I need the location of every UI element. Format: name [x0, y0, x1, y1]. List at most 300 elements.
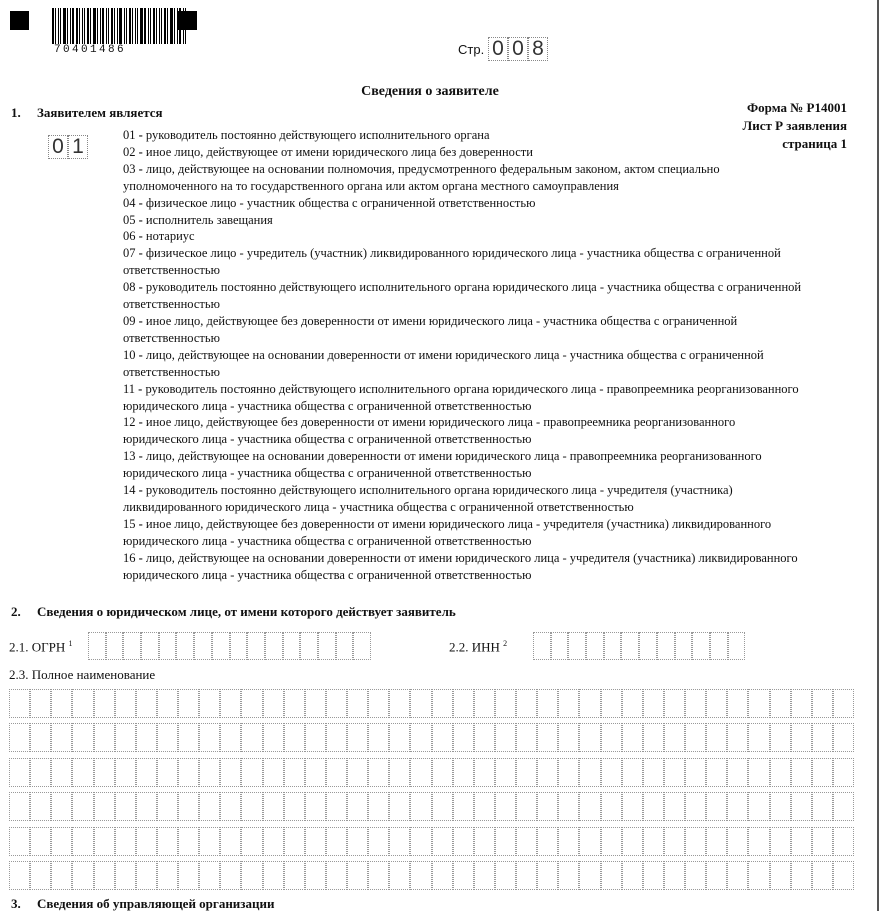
char-cell[interactable] — [706, 792, 727, 821]
char-cell[interactable] — [833, 827, 854, 856]
char-cell[interactable] — [263, 758, 284, 787]
char-cell[interactable] — [157, 689, 178, 718]
char-cell[interactable] — [220, 689, 241, 718]
char-cell[interactable] — [579, 723, 600, 752]
char-cell[interactable] — [347, 689, 368, 718]
char-cell[interactable] — [791, 827, 812, 856]
char-cell[interactable] — [368, 792, 389, 821]
char-cell[interactable] — [453, 827, 474, 856]
char-cell[interactable] — [812, 723, 833, 752]
char-cell[interactable] — [51, 723, 72, 752]
option-code: 12 — [123, 415, 136, 430]
char-cell[interactable] — [791, 689, 812, 718]
char-cell[interactable] — [833, 792, 854, 821]
char-cell[interactable] — [812, 792, 833, 821]
char-cell[interactable] — [692, 632, 710, 660]
char-cell[interactable] — [305, 861, 326, 890]
char-cell[interactable] — [9, 689, 30, 718]
char-cell[interactable] — [664, 861, 685, 890]
char-cell[interactable] — [685, 723, 706, 752]
char-cell[interactable] — [706, 689, 727, 718]
char-cell[interactable] — [178, 758, 199, 787]
char-cell[interactable] — [199, 758, 220, 787]
char-cell[interactable] — [727, 827, 748, 856]
char-cell[interactable] — [664, 723, 685, 752]
char-cell[interactable] — [326, 689, 347, 718]
char-cell[interactable] — [368, 723, 389, 752]
page-digit[interactable]: 8 — [528, 37, 548, 61]
barcode-bar — [93, 8, 96, 44]
char-cell[interactable] — [141, 632, 159, 660]
char-cell[interactable] — [579, 861, 600, 890]
inn-input[interactable] — [533, 632, 745, 660]
char-cell[interactable] — [537, 861, 558, 890]
char-cell[interactable] — [178, 792, 199, 821]
char-cell[interactable] — [157, 861, 178, 890]
char-cell[interactable] — [389, 689, 410, 718]
char-cell[interactable] — [220, 723, 241, 752]
char-cell[interactable] — [199, 689, 220, 718]
char-cell[interactable] — [94, 758, 115, 787]
char-cell[interactable] — [178, 689, 199, 718]
char-cell[interactable] — [622, 827, 643, 856]
char-cell[interactable] — [664, 792, 685, 821]
char-cell[interactable] — [136, 689, 157, 718]
char-cell[interactable] — [326, 861, 347, 890]
char-cell[interactable] — [72, 758, 93, 787]
char-cell[interactable] — [410, 827, 431, 856]
char-cell[interactable] — [621, 632, 639, 660]
char-cell[interactable] — [579, 827, 600, 856]
char-cell[interactable] — [537, 689, 558, 718]
char-cell[interactable] — [30, 827, 51, 856]
char-cell[interactable] — [157, 792, 178, 821]
char-cell[interactable] — [368, 861, 389, 890]
char-cell[interactable] — [727, 689, 748, 718]
char-cell[interactable] — [368, 827, 389, 856]
char-cell[interactable] — [579, 758, 600, 787]
char-cell[interactable] — [72, 861, 93, 890]
char-cell[interactable] — [353, 632, 371, 660]
char-cell[interactable] — [770, 827, 791, 856]
char-cell[interactable] — [115, 861, 136, 890]
char-cell[interactable] — [812, 861, 833, 890]
char-cell[interactable] — [220, 827, 241, 856]
char-cell[interactable] — [72, 723, 93, 752]
char-cell[interactable] — [159, 632, 177, 660]
char-cell[interactable] — [115, 827, 136, 856]
barcode-bar — [63, 8, 66, 44]
char-cell[interactable] — [263, 792, 284, 821]
char-cell[interactable] — [453, 792, 474, 821]
char-cell[interactable] — [157, 758, 178, 787]
char-cell[interactable] — [601, 792, 622, 821]
char-cell[interactable] — [706, 861, 727, 890]
char-cell[interactable] — [474, 758, 495, 787]
char-cell[interactable] — [368, 758, 389, 787]
char-cell[interactable] — [263, 861, 284, 890]
applicant-option: 14 - руководитель постоянно действующего исполнительного органа юридического лица - учредителя (участника) ликвидированного юридического лица - участника общества с ограниченной ответственностью — [123, 483, 733, 514]
char-cell[interactable] — [115, 792, 136, 821]
char-cell[interactable] — [178, 827, 199, 856]
char-cell[interactable] — [685, 758, 706, 787]
char-cell[interactable] — [265, 632, 283, 660]
char-cell[interactable] — [474, 861, 495, 890]
full-name-input[interactable] — [9, 689, 854, 895]
form-number: Форма № Р14001 — [747, 100, 847, 115]
char-cell[interactable] — [389, 758, 410, 787]
char-cell[interactable] — [115, 758, 136, 787]
char-cell[interactable] — [537, 827, 558, 856]
char-cell[interactable] — [9, 758, 30, 787]
char-cell[interactable] — [94, 827, 115, 856]
char-cell[interactable] — [604, 632, 622, 660]
char-cell[interactable] — [220, 861, 241, 890]
char-cell[interactable] — [812, 827, 833, 856]
char-cell[interactable] — [241, 723, 262, 752]
section-number: 3. — [11, 896, 21, 911]
char-cell[interactable] — [9, 827, 30, 856]
char-cell[interactable] — [685, 827, 706, 856]
char-cell[interactable] — [389, 827, 410, 856]
char-cell[interactable] — [601, 827, 622, 856]
name-line[interactable] — [9, 758, 854, 787]
barcode-bar — [102, 8, 104, 44]
char-cell[interactable] — [410, 723, 431, 752]
char-cell[interactable] — [516, 758, 537, 787]
char-cell[interactable] — [558, 827, 579, 856]
char-cell[interactable] — [199, 792, 220, 821]
char-cell[interactable] — [241, 861, 262, 890]
char-cell[interactable] — [685, 689, 706, 718]
char-cell[interactable] — [336, 632, 354, 660]
char-cell[interactable] — [601, 861, 622, 890]
char-cell[interactable] — [194, 632, 212, 660]
char-cell[interactable] — [94, 689, 115, 718]
char-cell[interactable] — [115, 723, 136, 752]
option-text: физическое лицо - участник общества с ограниченной ответственностью — [145, 195, 536, 210]
char-cell[interactable] — [643, 792, 664, 821]
char-cell[interactable] — [748, 758, 769, 787]
char-cell[interactable] — [643, 861, 664, 890]
char-cell[interactable] — [199, 827, 220, 856]
char-cell[interactable] — [347, 827, 368, 856]
char-cell[interactable] — [727, 723, 748, 752]
char-cell[interactable] — [284, 861, 305, 890]
char-cell[interactable] — [51, 827, 72, 856]
char-cell[interactable] — [685, 792, 706, 821]
char-cell[interactable] — [410, 689, 431, 718]
char-cell[interactable] — [241, 689, 262, 718]
char-cell[interactable] — [157, 723, 178, 752]
char-cell[interactable] — [199, 723, 220, 752]
char-cell[interactable] — [199, 861, 220, 890]
char-cell[interactable] — [305, 792, 326, 821]
char-cell[interactable] — [88, 632, 106, 660]
page-number-field[interactable] — [488, 37, 548, 61]
char-cell[interactable] — [263, 723, 284, 752]
char-cell[interactable] — [220, 792, 241, 821]
char-cell[interactable] — [833, 861, 854, 890]
char-cell[interactable] — [710, 632, 728, 660]
char-cell[interactable] — [643, 723, 664, 752]
char-cell[interactable] — [551, 632, 569, 660]
char-cell[interactable] — [579, 792, 600, 821]
char-cell[interactable] — [833, 758, 854, 787]
ogrn-input[interactable] — [88, 632, 371, 660]
char-cell[interactable] — [727, 861, 748, 890]
char-cell[interactable] — [748, 723, 769, 752]
char-cell[interactable] — [601, 758, 622, 787]
char-cell[interactable] — [516, 827, 537, 856]
char-cell[interactable] — [347, 861, 368, 890]
char-cell[interactable] — [284, 827, 305, 856]
char-cell[interactable] — [833, 689, 854, 718]
applicant-code-field[interactable] — [48, 135, 88, 159]
char-cell[interactable] — [347, 758, 368, 787]
char-cell[interactable] — [241, 827, 262, 856]
char-cell[interactable] — [558, 689, 579, 718]
char-cell[interactable] — [643, 827, 664, 856]
applicant-code-digit[interactable]: 0 — [48, 135, 68, 159]
char-cell[interactable] — [136, 792, 157, 821]
char-cell[interactable] — [176, 632, 194, 660]
char-cell[interactable] — [833, 723, 854, 752]
char-cell[interactable] — [728, 632, 746, 660]
char-cell[interactable] — [664, 758, 685, 787]
applicant-code-digit[interactable]: 1 — [68, 135, 88, 159]
char-cell[interactable] — [537, 792, 558, 821]
char-cell[interactable] — [675, 632, 693, 660]
section-number: 2. — [11, 604, 21, 619]
char-cell[interactable] — [9, 861, 30, 890]
char-cell[interactable] — [9, 723, 30, 752]
option-text: нотариус — [145, 229, 195, 244]
char-cell[interactable] — [72, 827, 93, 856]
char-cell[interactable] — [300, 632, 318, 660]
page-digit[interactable]: 0 — [508, 37, 528, 61]
barcode-bar — [90, 8, 91, 44]
char-cell[interactable] — [770, 792, 791, 821]
char-cell[interactable] — [622, 689, 643, 718]
char-cell[interactable] — [748, 861, 769, 890]
char-cell[interactable] — [284, 758, 305, 787]
char-cell[interactable] — [748, 689, 769, 718]
char-cell[interactable] — [495, 723, 516, 752]
char-cell[interactable] — [51, 758, 72, 787]
char-cell[interactable] — [664, 689, 685, 718]
char-cell[interactable] — [601, 723, 622, 752]
char-cell[interactable] — [432, 792, 453, 821]
char-cell[interactable] — [263, 827, 284, 856]
char-cell[interactable] — [136, 723, 157, 752]
char-cell[interactable] — [241, 792, 262, 821]
char-cell[interactable] — [812, 758, 833, 787]
char-cell[interactable] — [812, 689, 833, 718]
char-cell[interactable] — [220, 758, 241, 787]
char-cell[interactable] — [622, 758, 643, 787]
char-cell[interactable] — [537, 758, 558, 787]
char-cell[interactable] — [516, 689, 537, 718]
char-cell[interactable] — [389, 792, 410, 821]
name-line[interactable] — [9, 792, 854, 821]
char-cell[interactable] — [326, 827, 347, 856]
char-cell[interactable] — [453, 861, 474, 890]
char-cell[interactable] — [72, 689, 93, 718]
char-cell[interactable] — [157, 827, 178, 856]
char-cell[interactable] — [706, 827, 727, 856]
char-cell[interactable] — [106, 632, 124, 660]
char-cell[interactable] — [727, 792, 748, 821]
char-cell[interactable] — [432, 861, 453, 890]
char-cell[interactable] — [30, 792, 51, 821]
char-cell[interactable] — [178, 723, 199, 752]
char-cell[interactable] — [516, 861, 537, 890]
char-cell[interactable] — [410, 758, 431, 787]
char-cell[interactable] — [30, 723, 51, 752]
char-cell[interactable] — [212, 632, 230, 660]
char-cell[interactable] — [284, 723, 305, 752]
char-cell[interactable] — [685, 861, 706, 890]
char-cell[interactable] — [318, 632, 336, 660]
char-cell[interactable] — [791, 758, 812, 787]
char-cell[interactable] — [30, 758, 51, 787]
char-cell[interactable] — [326, 723, 347, 752]
char-cell[interactable] — [516, 723, 537, 752]
char-cell[interactable] — [495, 792, 516, 821]
char-cell[interactable] — [568, 632, 586, 660]
char-cell[interactable] — [94, 723, 115, 752]
char-cell[interactable] — [410, 792, 431, 821]
char-cell[interactable] — [432, 758, 453, 787]
char-cell[interactable] — [558, 723, 579, 752]
char-cell[interactable] — [30, 689, 51, 718]
char-cell[interactable] — [241, 758, 262, 787]
char-cell[interactable] — [770, 689, 791, 718]
char-cell[interactable] — [601, 689, 622, 718]
char-cell[interactable] — [453, 723, 474, 752]
page-edge — [877, 0, 879, 911]
char-cell[interactable] — [432, 689, 453, 718]
char-cell[interactable] — [643, 758, 664, 787]
char-cell[interactable] — [30, 861, 51, 890]
char-cell[interactable] — [326, 792, 347, 821]
char-cell[interactable] — [389, 723, 410, 752]
char-cell[interactable] — [178, 861, 199, 890]
char-cell[interactable] — [706, 758, 727, 787]
char-cell[interactable] — [748, 827, 769, 856]
char-cell[interactable] — [247, 632, 265, 660]
char-cell[interactable] — [586, 632, 604, 660]
char-cell[interactable] — [72, 792, 93, 821]
char-cell[interactable] — [94, 792, 115, 821]
char-cell[interactable] — [657, 632, 675, 660]
char-cell[interactable] — [368, 689, 389, 718]
char-cell[interactable] — [727, 758, 748, 787]
char-cell[interactable] — [706, 723, 727, 752]
char-cell[interactable] — [558, 758, 579, 787]
char-cell[interactable] — [622, 861, 643, 890]
char-cell[interactable] — [305, 723, 326, 752]
char-cell[interactable] — [495, 758, 516, 787]
char-cell[interactable] — [9, 792, 30, 821]
char-cell[interactable] — [94, 861, 115, 890]
char-cell[interactable] — [639, 632, 657, 660]
char-cell[interactable] — [136, 758, 157, 787]
char-cell[interactable] — [326, 758, 347, 787]
char-cell[interactable] — [123, 632, 141, 660]
char-cell[interactable] — [579, 689, 600, 718]
char-cell[interactable] — [643, 689, 664, 718]
char-cell[interactable] — [347, 792, 368, 821]
char-cell[interactable] — [533, 632, 551, 660]
char-cell[interactable] — [453, 758, 474, 787]
name-line[interactable] — [9, 689, 854, 718]
name-line[interactable] — [9, 861, 854, 890]
char-cell[interactable] — [453, 689, 474, 718]
char-cell[interactable] — [263, 689, 284, 718]
char-cell[interactable] — [622, 723, 643, 752]
char-cell[interactable] — [558, 861, 579, 890]
char-cell[interactable] — [432, 723, 453, 752]
char-cell[interactable] — [791, 861, 812, 890]
char-cell[interactable] — [770, 861, 791, 890]
char-cell[interactable] — [347, 723, 368, 752]
char-cell[interactable] — [474, 689, 495, 718]
char-cell[interactable] — [283, 632, 301, 660]
char-cell[interactable] — [537, 723, 558, 752]
name-line[interactable] — [9, 827, 854, 856]
char-cell[interactable] — [410, 861, 431, 890]
char-cell[interactable] — [791, 723, 812, 752]
page-digit[interactable]: 0 — [488, 37, 508, 61]
char-cell[interactable] — [136, 861, 157, 890]
char-cell[interactable] — [474, 723, 495, 752]
char-cell[interactable] — [516, 792, 537, 821]
char-cell[interactable] — [791, 792, 812, 821]
char-cell[interactable] — [474, 827, 495, 856]
char-cell[interactable] — [305, 758, 326, 787]
char-cell[interactable] — [495, 861, 516, 890]
char-cell[interactable] — [305, 827, 326, 856]
char-cell[interactable] — [664, 827, 685, 856]
char-cell[interactable] — [495, 827, 516, 856]
char-cell[interactable] — [389, 861, 410, 890]
char-cell[interactable] — [495, 689, 516, 718]
char-cell[interactable] — [136, 827, 157, 856]
name-line[interactable] — [9, 723, 854, 752]
char-cell[interactable] — [558, 792, 579, 821]
char-cell[interactable] — [622, 792, 643, 821]
char-cell[interactable] — [305, 689, 326, 718]
char-cell[interactable] — [284, 792, 305, 821]
page-label: Стр. — [458, 42, 485, 57]
char-cell[interactable] — [51, 689, 72, 718]
char-cell[interactable] — [284, 689, 305, 718]
char-cell[interactable] — [51, 861, 72, 890]
option-text: лицо, действующее на основании доверенности от имени юридического лица - участника общества с ограниченной ответственностью — [123, 347, 764, 379]
char-cell[interactable] — [51, 792, 72, 821]
char-cell[interactable] — [770, 758, 791, 787]
char-cell[interactable] — [432, 827, 453, 856]
char-cell[interactable] — [474, 792, 495, 821]
char-cell[interactable] — [770, 723, 791, 752]
barcode-bar — [164, 8, 166, 44]
char-cell[interactable] — [230, 632, 248, 660]
barcode-bar — [150, 8, 151, 44]
char-cell[interactable] — [115, 689, 136, 718]
char-cell[interactable] — [748, 792, 769, 821]
